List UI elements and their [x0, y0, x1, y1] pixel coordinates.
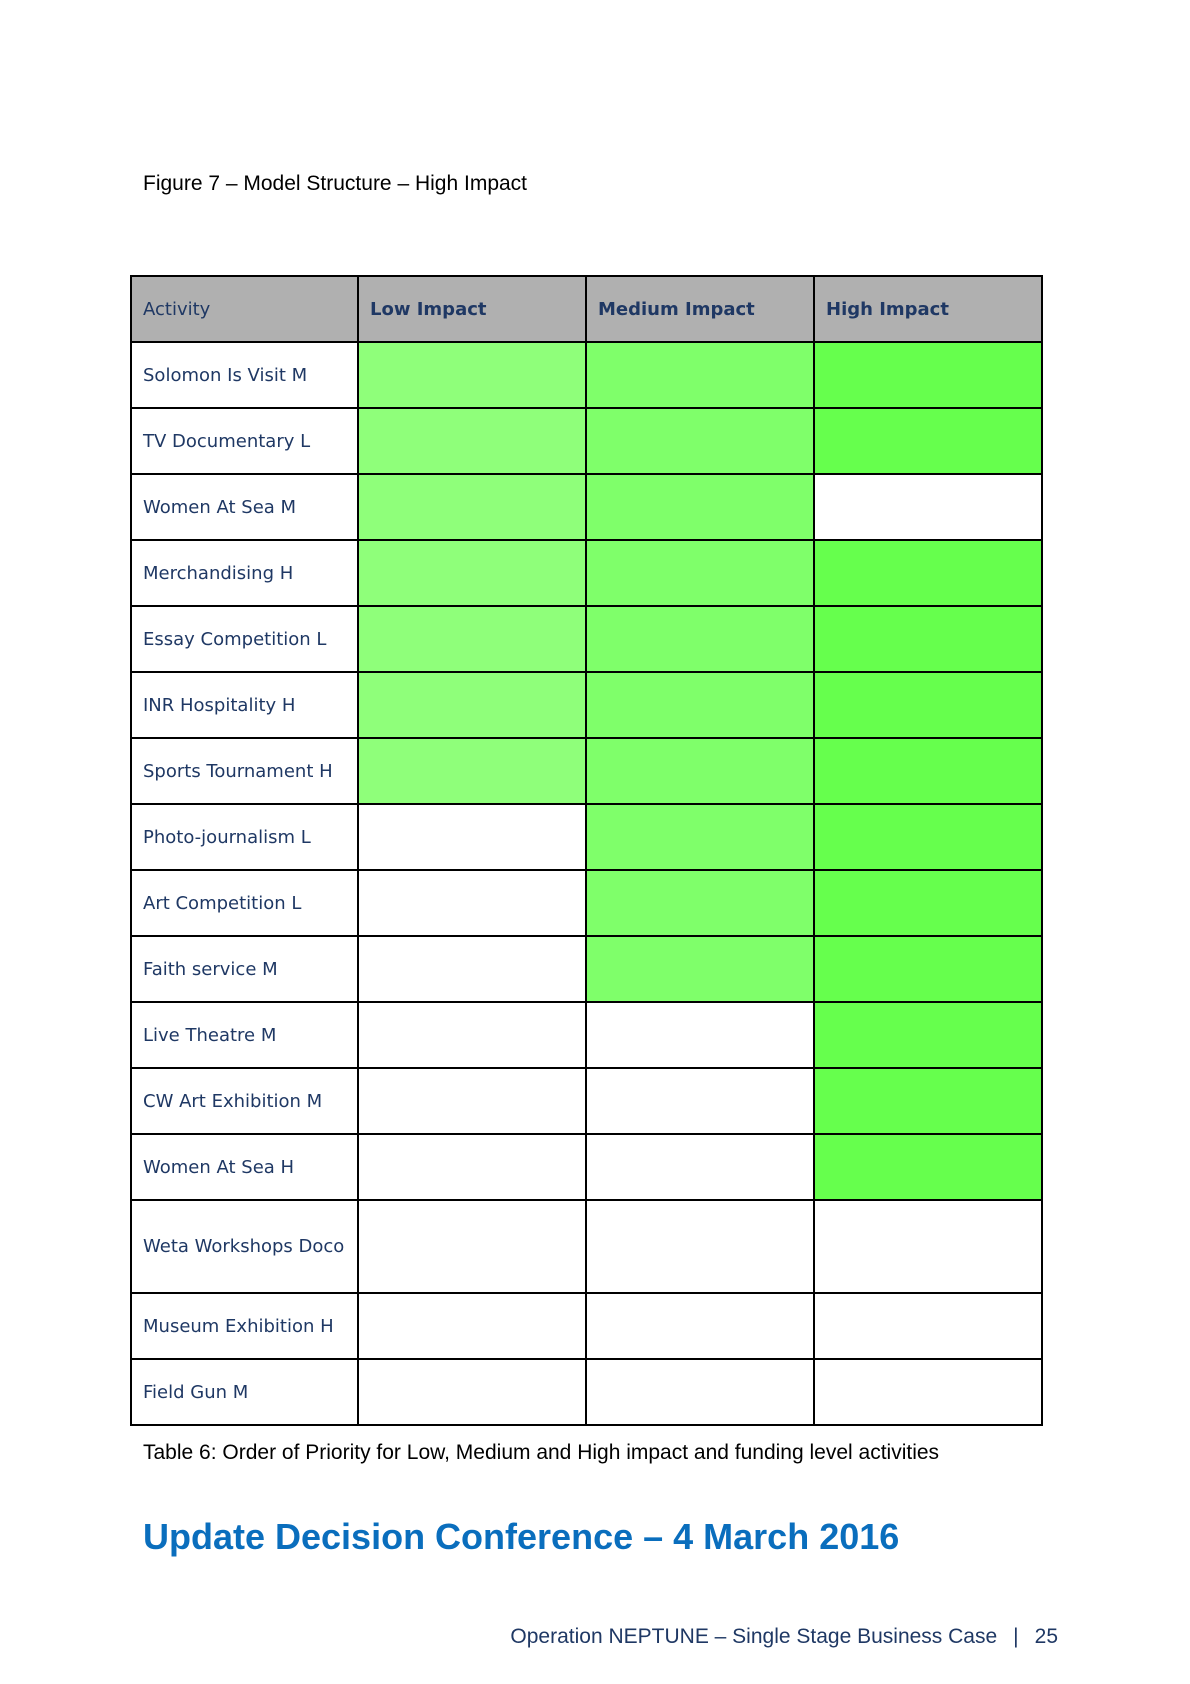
low-impact-cell: [358, 1359, 586, 1425]
low-impact-cell: [358, 1002, 586, 1068]
medium-impact-cell: [586, 738, 814, 804]
table-row: [131, 408, 1042, 474]
table-row: [131, 474, 1042, 540]
low-impact-cell: [358, 672, 586, 738]
low-impact-cell: [358, 342, 586, 408]
footer-separator: |: [1013, 1625, 1019, 1648]
footer-title: Operation NEPTUNE – Single Stage Business Case: [510, 1625, 998, 1648]
high-impact-cell: [814, 408, 1042, 474]
page-number: 25: [1034, 1625, 1058, 1648]
medium-impact-cell: [586, 1134, 814, 1200]
table-row: [131, 804, 1042, 870]
table-header-row: [131, 276, 1042, 342]
low-impact-cell: [358, 738, 586, 804]
page-footer: [510, 1625, 1058, 1649]
figure-caption: Figure 7 – Model Structure – High Impact: [143, 172, 528, 195]
low-impact-cell: [358, 1200, 586, 1293]
medium-impact-cell: [586, 342, 814, 408]
activity-cell: Art Competition L: [131, 870, 358, 936]
high-impact-cell: [814, 738, 1042, 804]
activity-cell: INR Hospitality H: [131, 672, 358, 738]
model-structure-table: [130, 275, 1043, 1426]
header-high-impact: High Impact: [814, 276, 1042, 342]
high-impact-cell: [814, 1293, 1042, 1359]
high-impact-cell: [814, 1068, 1042, 1134]
table-row: [131, 1068, 1042, 1134]
header-low-impact: Low Impact: [358, 276, 586, 342]
medium-impact-cell: [586, 1068, 814, 1134]
section-heading: Update Decision Conference – 4 March 2016: [143, 1516, 900, 1557]
activity-cell: Field Gun M: [131, 1359, 358, 1425]
table-row: [131, 936, 1042, 1002]
high-impact-cell: [814, 1134, 1042, 1200]
table-row: [131, 1359, 1042, 1425]
low-impact-cell: [358, 606, 586, 672]
high-impact-cell: [814, 1200, 1042, 1293]
medium-impact-cell: [586, 1359, 814, 1425]
header-medium-impact: Medium Impact: [586, 276, 814, 342]
table-row: [131, 870, 1042, 936]
medium-impact-cell: [586, 540, 814, 606]
activity-cell: Women At Sea H: [131, 1134, 358, 1200]
high-impact-cell: [814, 540, 1042, 606]
activity-cell: Museum Exhibition H: [131, 1293, 358, 1359]
high-impact-cell: [814, 672, 1042, 738]
table-row: [131, 1293, 1042, 1359]
activity-cell: Sports Tournament H: [131, 738, 358, 804]
low-impact-cell: [358, 804, 586, 870]
table-row: [131, 342, 1042, 408]
medium-impact-cell: [586, 606, 814, 672]
medium-impact-cell: [586, 1200, 814, 1293]
low-impact-cell: [358, 540, 586, 606]
medium-impact-cell: [586, 804, 814, 870]
table-row: [131, 606, 1042, 672]
high-impact-cell: [814, 804, 1042, 870]
low-impact-cell: [358, 1134, 586, 1200]
medium-impact-cell: [586, 1293, 814, 1359]
table-body: [131, 342, 1042, 1425]
high-impact-cell: [814, 870, 1042, 936]
table-row: [131, 1002, 1042, 1068]
high-impact-cell: [814, 1359, 1042, 1425]
medium-impact-cell: [586, 936, 814, 1002]
low-impact-cell: [358, 936, 586, 1002]
high-impact-cell: [814, 936, 1042, 1002]
header-activity: Activity: [131, 276, 358, 342]
table-row: [131, 1200, 1042, 1293]
activity-cell: TV Documentary L: [131, 408, 358, 474]
medium-impact-cell: [586, 672, 814, 738]
activity-cell: Women At Sea M: [131, 474, 358, 540]
high-impact-cell: [814, 474, 1042, 540]
medium-impact-cell: [586, 474, 814, 540]
table-caption: Table 6: Order of Priority for Low, Medium and High impact and funding level activities: [143, 1441, 940, 1464]
medium-impact-cell: [586, 408, 814, 474]
table-row: [131, 672, 1042, 738]
low-impact-cell: [358, 1068, 586, 1134]
activity-cell: Weta Workshops Doco: [131, 1200, 358, 1293]
activity-cell: Merchandising H: [131, 540, 358, 606]
high-impact-cell: [814, 606, 1042, 672]
activity-cell: Photo-journalism L: [131, 804, 358, 870]
table-row: [131, 540, 1042, 606]
activity-cell: Live Theatre M: [131, 1002, 358, 1068]
activity-cell: Essay Competition L: [131, 606, 358, 672]
medium-impact-cell: [586, 1002, 814, 1068]
activity-cell: CW Art Exhibition M: [131, 1068, 358, 1134]
medium-impact-cell: [586, 870, 814, 936]
table-row: [131, 738, 1042, 804]
activity-cell: Solomon Is Visit M: [131, 342, 358, 408]
high-impact-cell: [814, 1002, 1042, 1068]
low-impact-cell: [358, 474, 586, 540]
low-impact-cell: [358, 870, 586, 936]
low-impact-cell: [358, 408, 586, 474]
low-impact-cell: [358, 1293, 586, 1359]
activity-cell: Faith service M: [131, 936, 358, 1002]
table-row: [131, 1134, 1042, 1200]
high-impact-cell: [814, 342, 1042, 408]
